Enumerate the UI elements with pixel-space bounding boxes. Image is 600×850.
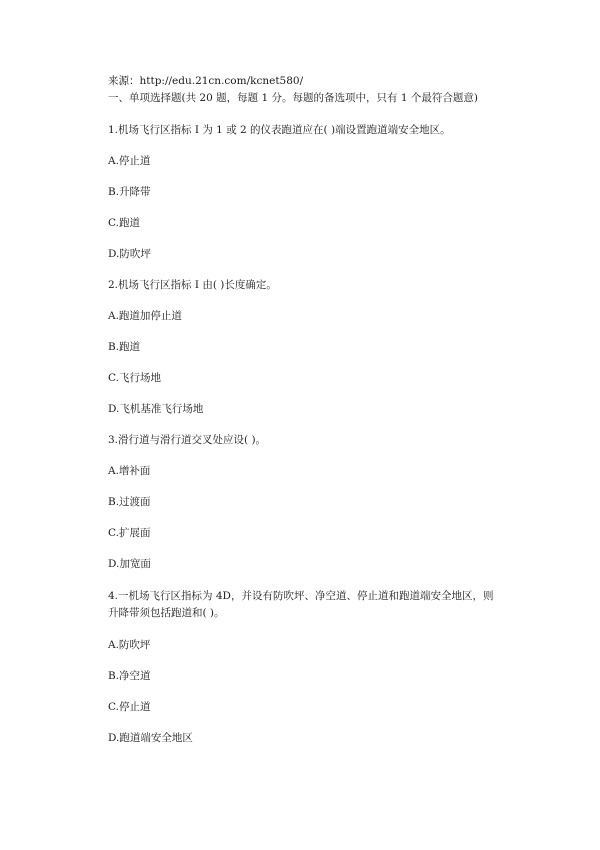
section-heading: 一、单项选择题(共 20 题，每题 1 分。每题的备选项中，只有 1 个最符合题意) [108,92,478,104]
question-3-option-d: D.加宽面 [108,558,151,570]
question-1-option-c: C.跑道 [108,217,140,229]
document-page [108,74,500,746]
question-2-option-a: A.跑道加停止道 [108,310,182,322]
question-3-option-c: C.扩展面 [108,527,151,539]
question-1-stem: 1.机场飞行区指标 I 为 1 或 2 的仪表跑道应在( )端设置跑道端安全地区。 [108,124,451,136]
question-3-option-b: B.过渡面 [108,496,151,508]
question-4-option-b: B.净空道 [108,670,151,682]
question-1-option-b: B.升降带 [108,186,151,198]
source-line: 来源：http://edu.21cn.com/kcnet580/ [108,75,304,87]
question-4-option-a: A.防吹坪 [108,639,151,651]
question-3-option-a: A.增补面 [108,465,151,477]
question-2-option-c: C.飞行场地 [108,372,161,384]
question-2-stem: 2.机场飞行区指标 I 由( )长度确定。 [108,279,277,291]
question-4-option-d: D.跑道端安全地区 [108,732,193,744]
question-3-stem: 3.滑行道与滑行道交叉处应设( )。 [108,434,267,446]
question-2-option-d: D.飞机基准飞行场地 [108,403,204,415]
question-4-stem: 4.一机场飞行区指标为 4D，并设有防吹坪、净空道、停止道和跑道端安全地区，则升降带须包括跑道和( )。 [108,590,494,619]
question-1-option-d: D.防吹坪 [108,248,151,260]
question-2-option-b: B.跑道 [108,341,141,353]
question-1-option-a: A.停止道 [108,155,151,167]
question-4-option-c: C.停止道 [108,701,151,713]
